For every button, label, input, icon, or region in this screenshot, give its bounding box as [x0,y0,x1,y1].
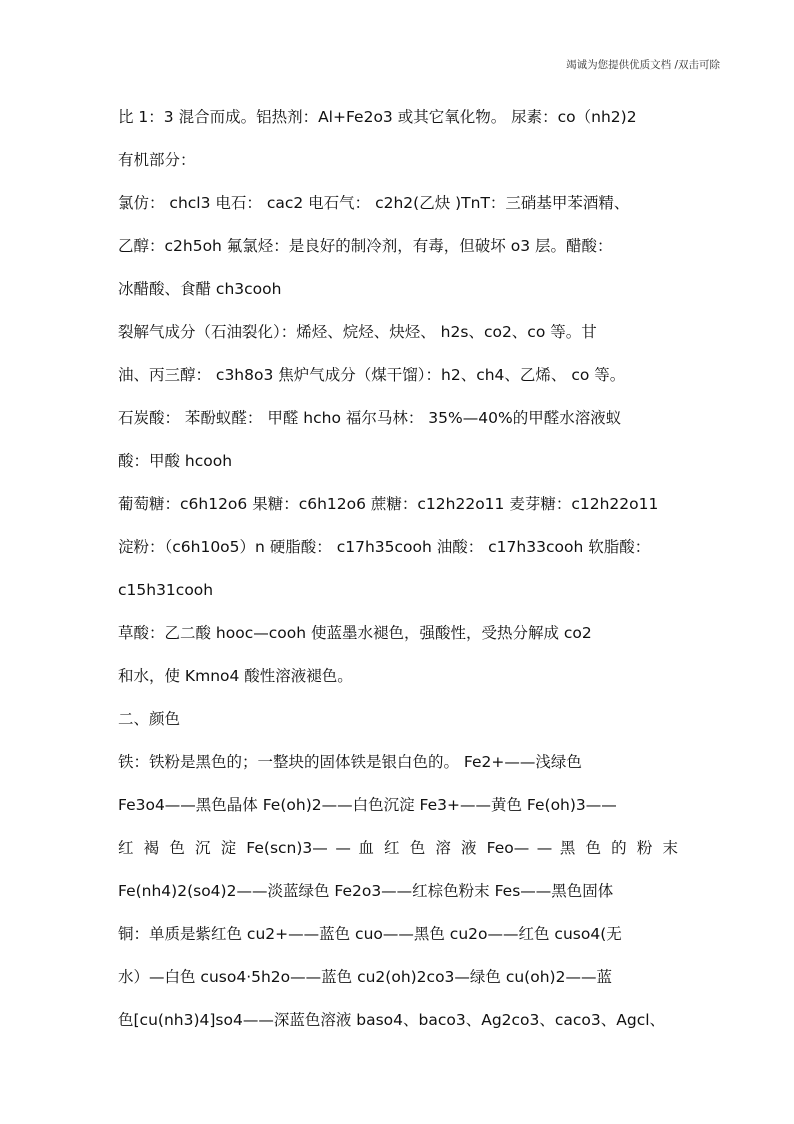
text-line: 油、丙三醇： c3h8o3 焦炉气成分（煤干馏）：h2、ch4、乙烯、 co 等。 [118,366,626,384]
text-line: 红 褐 色 沉 淀 Fe(scn)3— — 血 红 色 溶 液 Feo— — 黑 色 的 粉 末 [118,839,678,857]
header-note: 竭诚为您提供优质文档 /双击可除 [566,59,720,71]
text-line: 水）—白色 cuso4·5h2o——蓝色 cu2(oh)2co3—绿色 cu(oh)2——蓝 [118,968,612,986]
section-heading: 二、颜色 [118,710,181,728]
text-line: 有机部分： [118,151,196,169]
text-line: 乙醇：c2h5oh 氟氯烃：是良好的制冷剂，有毒，但破坏 o3 层。醋酸： [118,237,613,255]
text-line: 铁：铁粉是黑色的；一整块的固体铁是银白色的。 Fe2+——浅绿色 [118,753,582,771]
text-line: 和水，使 Kmno4 酸性溶液褪色。 [118,667,353,685]
text-line: c15h31cooh [118,581,214,599]
text-line: Fe(nh4)2(so4)2——淡蓝绿色 Fe2o3——红棕色粉末 Fes——黑色固体 [118,882,614,900]
text-line: 葡萄糖：c6h12o6 果糖：c6h12o6 蔗糖：c12h22o11 麦芽糖：c12h22o11 [118,495,659,513]
text-line: 淀粉：（c6h10o5）n 硬脂酸： c17h35cooh 油酸： c17h33cooh 软脂酸： [118,538,651,556]
text-line: 铜：单质是紫红色 cu2+——蓝色 cuo——黑色 cu2o——红色 cuso4(无 [118,925,622,943]
text-line: 氯仿： chcl3 电石： cac2 电石气： c2h2(乙炔 )TnT：三硝基甲苯酒精、 [118,194,630,212]
text-line: 石炭酸： 苯酚蚁醛： 甲醛 hcho 福尔马林： 35%—40%的甲醛水溶液蚁 [118,409,622,427]
text-line: 裂解气成分（石油裂化）：烯烃、烷烃、炔烃、 h2s、co2、co 等。甘 [118,323,597,341]
text-line: 草酸：乙二酸 hooc—cooh 使蓝墨水褪色，强酸性，受热分解成 co2 [118,624,592,642]
body-text [118,104,678,1050]
text-line: 酸：甲酸 hcooh [118,452,233,470]
text-line: 比 1：3 混合而成。铝热剂：Al+Fe2o3 或其它氧化物。 尿素：co（nh2)2 [118,108,637,126]
text-line: 冰醋酸、食醋 ch3cooh [118,280,282,298]
text-line: 色[cu(nh3)4]so4——深蓝色溶液 baso4、baco3、Ag2co3、caco3、Agcl、 [118,1011,666,1029]
text-line: Fe3o4——黑色晶体 Fe(oh)2——白色沉淀 Fe3+——黄色 Fe(oh)3—— [118,796,617,814]
